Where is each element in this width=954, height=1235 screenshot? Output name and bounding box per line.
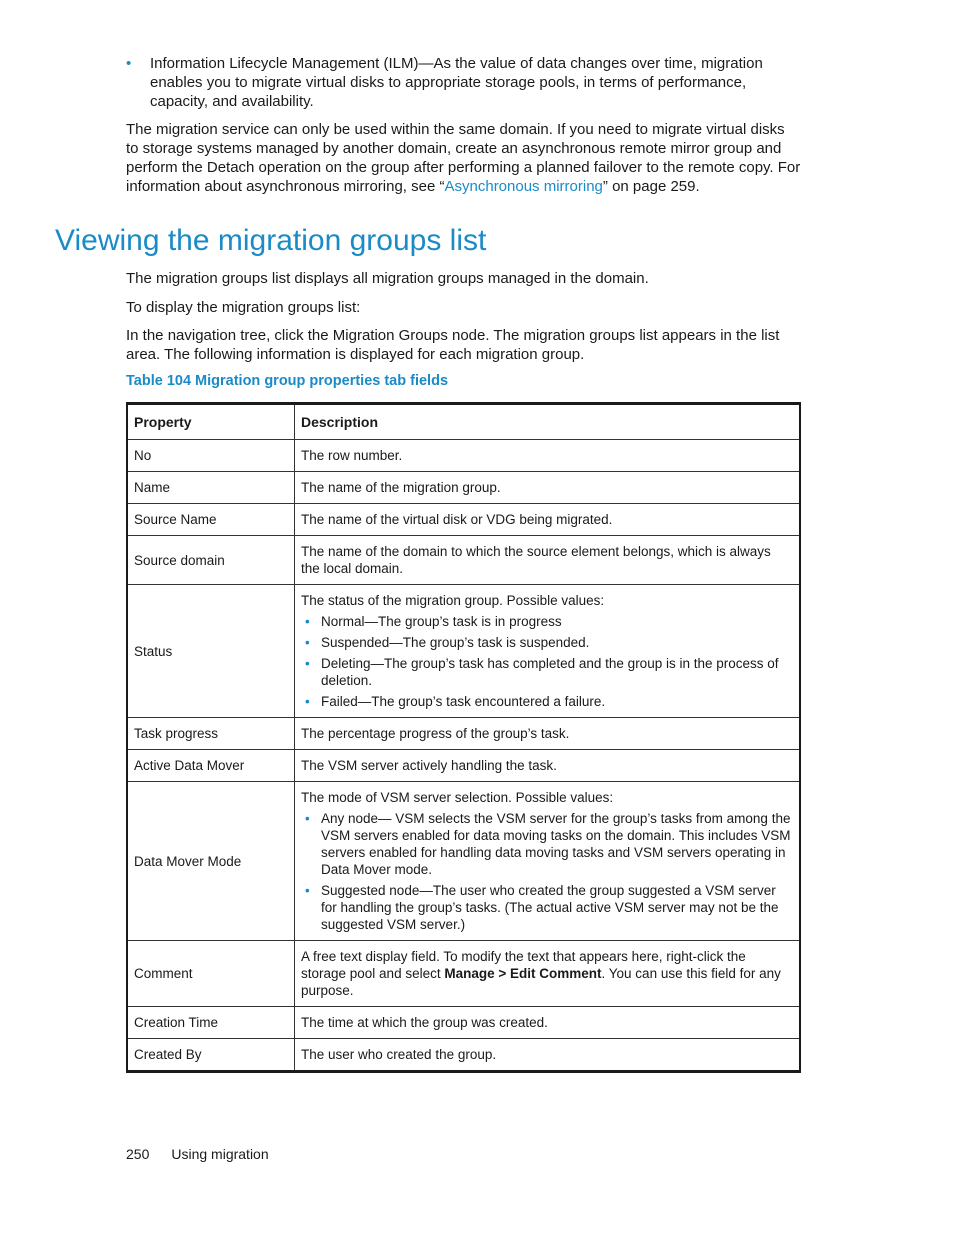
list-item (301, 613, 793, 630)
menu-path: Manage > Edit Comment (444, 966, 602, 981)
property-cell: No (127, 440, 295, 472)
page-footer (126, 1145, 269, 1163)
list-item-text: Suspended—The group’s task is suspended. (321, 635, 590, 650)
table-row (127, 718, 800, 750)
table-row (127, 504, 800, 536)
property-cell: Created By (127, 1039, 295, 1072)
property-cell: Active Data Mover (127, 750, 295, 782)
list-item-text: Failed—The group’s task encountered a failure. (321, 694, 606, 709)
description-cell: The time at which the group was created. (295, 1007, 801, 1039)
bullet-icon: • (305, 614, 310, 629)
list-item-text: Suggested node—The user who created the group suggested a VSM server for handling the group’s tasks. (The actual active VSM server may not be the suggested VSM server.) (321, 883, 779, 932)
property-cell: Data Mover Mode (127, 782, 295, 941)
description-cell: The VSM server actively handling the task. (295, 750, 801, 782)
table-row (127, 782, 800, 941)
ilm-bullet-text: Information Lifecycle Management (ILM)—As the value of data changes over time, migration enables you to migrate virtual disks to appropriate storage pools, in terms of performance, capacity, and availability. (150, 55, 763, 110)
property-cell: Creation Time (127, 1007, 295, 1039)
migration-group-properties-table (126, 402, 801, 1073)
list-item (301, 693, 793, 710)
table-row (127, 472, 800, 504)
migration-service-paragraph: The migration service can only be used within the same domain. If you need to migrate virtual disks to storage systems managed by another domain, create an asynchronous remote mirror group and perform the Detach operation on the group after performing a planned failover to the remote copy. For information about asynchronous mirroring, see “Asynchronous mirroring” on page 259. (126, 121, 801, 195)
description-cell (295, 585, 801, 718)
section-paragraph-3: In the navigation tree, click the Migration Groups node. The migration groups list appears in the list area. The following information is displayed for each migration group. (126, 327, 780, 363)
list-item-text: Any node— VSM selects the VSM server for the group’s tasks from among the VSM servers enabled for data moving tasks on the domain. This includes VSM servers enabled for handling data moving tasks and VSM servers operating in Data Mover mode. (321, 811, 791, 877)
bullet-icon: • (305, 656, 310, 671)
description-text: . You can use this field for any purpose. (301, 966, 781, 998)
footer-section-title: Using migration (171, 1146, 269, 1162)
page-number: 250 (126, 1146, 150, 1162)
description-text: A free text display field. To modify the text that appears here, right-click the storage pool and select (301, 949, 746, 981)
list-item-text: Normal—The group’s task is in progress (321, 614, 562, 629)
possible-values-list (301, 613, 793, 710)
description-cell: The user who created the group. (295, 1039, 801, 1072)
bullet-icon: • (305, 883, 310, 898)
description-cell: The name of the domain to which the source element belongs, which is always the local domain. (295, 536, 801, 585)
table-row (127, 440, 800, 472)
property-cell: Source Name (127, 504, 295, 536)
description-cell: The name of the migration group. (295, 472, 801, 504)
property-cell: Comment (127, 941, 295, 1007)
table-row (127, 585, 800, 718)
bullet-icon: • (305, 811, 310, 826)
table-row (127, 750, 800, 782)
bullet-icon: • (305, 694, 310, 709)
bullet-icon: • (126, 55, 132, 72)
property-cell: Source domain (127, 536, 295, 585)
description-intro: The mode of VSM server selection. Possible values: (301, 790, 614, 805)
description-cell: The row number. (295, 440, 801, 472)
header-property: Property (127, 404, 295, 440)
list-item (301, 810, 793, 878)
section-heading: Viewing the migration groups list (55, 224, 487, 257)
property-cell: Name (127, 472, 295, 504)
table-row (127, 941, 800, 1007)
description-intro: The status of the migration group. Possible values: (301, 593, 605, 608)
header-description: Description (295, 404, 801, 440)
section-paragraph-2: To display the migration groups list: (126, 299, 361, 316)
list-item (301, 882, 793, 933)
bullet-icon: • (305, 635, 310, 650)
asynchronous-mirroring-link[interactable]: Asynchronous mirroring (444, 178, 603, 195)
section-paragraph-1: The migration groups list displays all migration groups managed in the domain. (126, 270, 649, 287)
table-row (127, 1039, 800, 1072)
table-header-row (127, 404, 800, 440)
description-cell: The percentage progress of the group’s task. (295, 718, 801, 750)
table-caption: Table 104 Migration group properties tab fields (126, 373, 449, 389)
table-row (127, 1007, 800, 1039)
ilm-bullet (126, 54, 806, 111)
table-row (127, 536, 800, 585)
description-cell (295, 941, 801, 1007)
property-cell: Task progress (127, 718, 295, 750)
property-cell: Status (127, 585, 295, 718)
description-cell (295, 782, 801, 941)
possible-values-list (301, 810, 793, 933)
list-item (301, 655, 793, 689)
list-item-text: Deleting—The group’s task has completed and the group is in the process of deletion. (321, 656, 779, 688)
list-item (301, 634, 793, 651)
description-cell: The name of the virtual disk or VDG being migrated. (295, 504, 801, 536)
